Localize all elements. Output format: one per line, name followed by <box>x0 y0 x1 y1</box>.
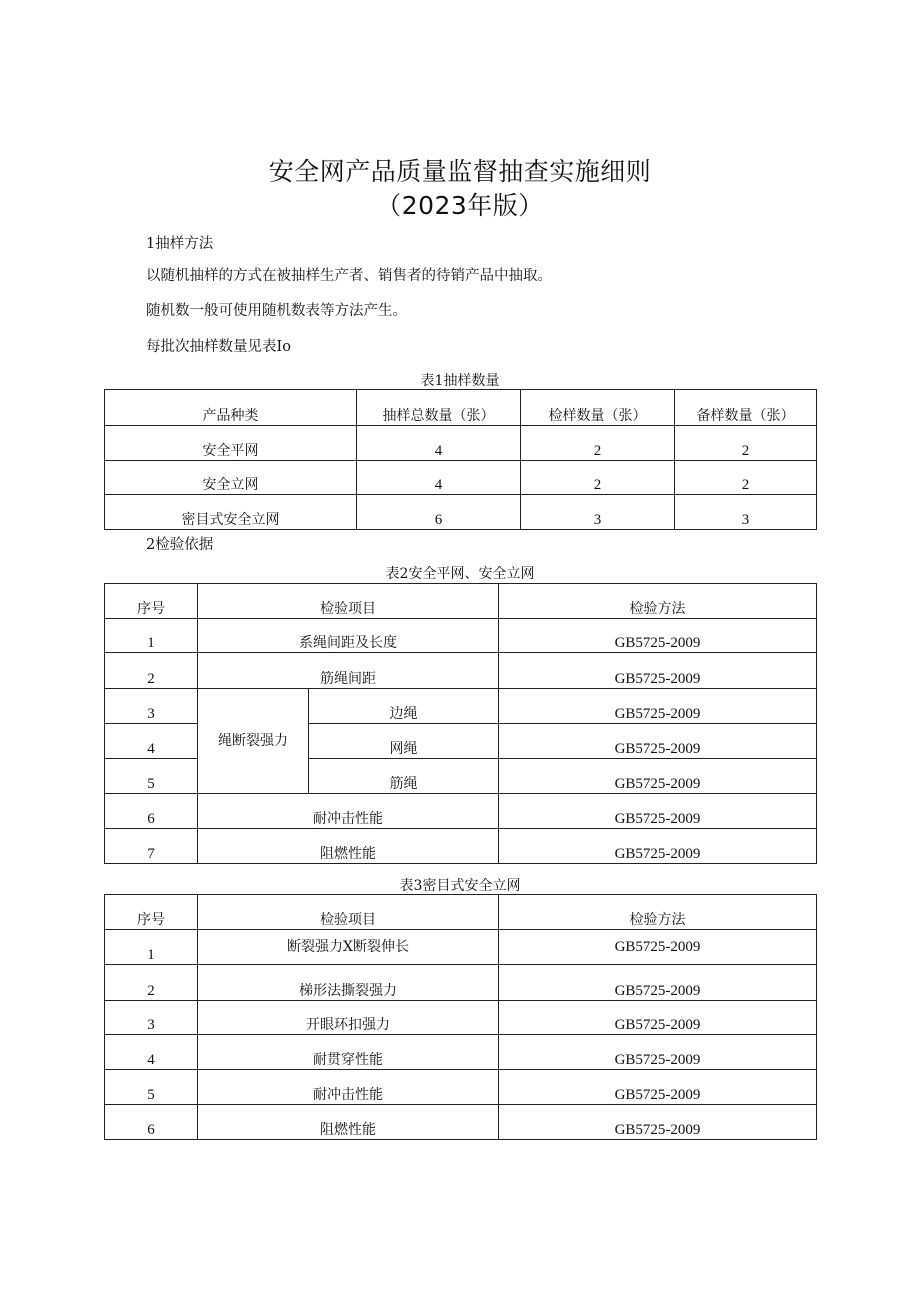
section2-heading: 2检验依据 <box>146 537 214 553</box>
section1-heading: 1抽样方法 <box>146 236 214 252</box>
table-header-cell: 产品种类 <box>105 390 357 426</box>
table-cell: GB5725-2009 <box>499 724 817 759</box>
inspection-table-flat-vertical-net <box>104 583 817 864</box>
document-title: 安全网产品质量监督抽查实施细则 <box>268 157 652 186</box>
table-row <box>105 1105 817 1140</box>
table-cell: GB5725-2009 <box>499 1035 817 1070</box>
table-header-cell: 检验方法 <box>499 584 817 619</box>
table-cell: GB5725-2009 <box>499 829 817 864</box>
table-row <box>105 1070 817 1105</box>
table-header-cell: 检验方法 <box>499 895 817 930</box>
table-cell: 4 <box>105 1035 198 1070</box>
section1-paragraph-3: 每批次抽样数量见表Io <box>146 339 291 355</box>
document-subtitle: （2023年版） <box>376 191 544 220</box>
table-header-cell: 序号 <box>105 895 198 930</box>
table-cell: 4 <box>357 461 521 495</box>
table-cell: 5 <box>105 759 198 794</box>
table-cell: GB5725-2009 <box>499 619 817 653</box>
table-cell: 6 <box>357 495 521 530</box>
table-cell: 3 <box>675 495 817 530</box>
table-cell: GB5725-2009 <box>499 965 817 1001</box>
table-cell: GB5725-2009 <box>499 689 817 724</box>
table-row <box>105 689 817 724</box>
table-cell: 筋绳 <box>309 759 499 794</box>
table-header-cell: 检验项目 <box>198 584 499 619</box>
section1-paragraph-1: 以随机抽样的方式在被抽样生产者、销售者的待销产品中抽取。 <box>146 268 552 284</box>
table-cell: 耐冲击性能 <box>198 1070 499 1105</box>
table-cell: 6 <box>105 1105 198 1140</box>
table-cell: 耐贯穿性能 <box>198 1035 499 1070</box>
table-cell: 1 <box>105 930 198 965</box>
table-cell: GB5725-2009 <box>499 1070 817 1105</box>
table-cell: 耐冲击性能 <box>198 794 499 829</box>
table-header-row <box>105 895 817 930</box>
table-cell: 2 <box>105 653 198 689</box>
table-cell: 安全立网 <box>105 461 357 495</box>
table-header-row <box>105 390 817 426</box>
table-header-cell: 抽样总数量（张） <box>357 390 521 426</box>
table-cell: 7 <box>105 829 198 864</box>
table-cell: 4 <box>357 426 521 461</box>
sampling-quantity-table <box>104 389 817 530</box>
table3-caption: 表3密目式安全立网 <box>399 878 521 894</box>
table-row <box>105 794 817 829</box>
table-cell: 梯形法撕裂强力 <box>198 965 499 1001</box>
table-row <box>105 829 817 864</box>
table-cell: 开眼环扣强力 <box>198 1001 499 1035</box>
table1-caption: 表1抽样数量 <box>420 373 500 389</box>
table-cell: 3 <box>521 495 675 530</box>
table-cell: 2 <box>675 426 817 461</box>
table-row <box>105 619 817 653</box>
table-row <box>105 495 817 530</box>
table-cell: 6 <box>105 794 198 829</box>
table-cell: 密目式安全立网 <box>105 495 357 530</box>
table-header-cell: 序号 <box>105 584 198 619</box>
table-row <box>105 1001 817 1035</box>
table-cell: 网绳 <box>309 724 499 759</box>
table-group-cell: 绳断裂强力 <box>198 689 309 794</box>
table-header-cell: 备样数量（张） <box>675 390 817 426</box>
table-cell: 3 <box>105 1001 198 1035</box>
table2-caption: 表2安全平网、安全立网 <box>385 566 535 582</box>
table-cell: 阻燃性能 <box>198 829 499 864</box>
table-cell: 2 <box>105 965 198 1001</box>
table-cell: 1 <box>105 619 198 653</box>
table-cell: 5 <box>105 1070 198 1105</box>
table-row <box>105 930 817 965</box>
table-header-row <box>105 584 817 619</box>
table-cell: 筋绳间距 <box>198 653 499 689</box>
table-row <box>105 461 817 495</box>
table-header-cell: 检样数量（张） <box>521 390 675 426</box>
inspection-table-dense-mesh-net <box>104 894 817 1140</box>
table-cell: 3 <box>105 689 198 724</box>
table-cell: 边绳 <box>309 689 499 724</box>
table-row <box>105 653 817 689</box>
table-row <box>105 965 817 1001</box>
table-cell: 4 <box>105 724 198 759</box>
table-cell: 安全平网 <box>105 426 357 461</box>
table-cell: GB5725-2009 <box>499 1001 817 1035</box>
table-cell: GB5725-2009 <box>499 794 817 829</box>
table-cell: 2 <box>675 461 817 495</box>
table-header-cell: 检验项目 <box>198 895 499 930</box>
table-cell: GB5725-2009 <box>499 653 817 689</box>
table-cell: 断裂强力X断裂伸长 <box>198 930 499 965</box>
section1-paragraph-2: 随机数一般可使用随机数表等方法产生。 <box>146 303 407 319</box>
table-cell: 系绳间距及长度 <box>198 619 499 653</box>
table-cell: GB5725-2009 <box>499 1105 817 1140</box>
table-cell: GB5725-2009 <box>499 930 817 965</box>
table-cell: 2 <box>521 426 675 461</box>
table-cell: GB5725-2009 <box>499 759 817 794</box>
table-cell: 2 <box>521 461 675 495</box>
table-row <box>105 1035 817 1070</box>
table-cell: 阻燃性能 <box>198 1105 499 1140</box>
table-row <box>105 426 817 461</box>
